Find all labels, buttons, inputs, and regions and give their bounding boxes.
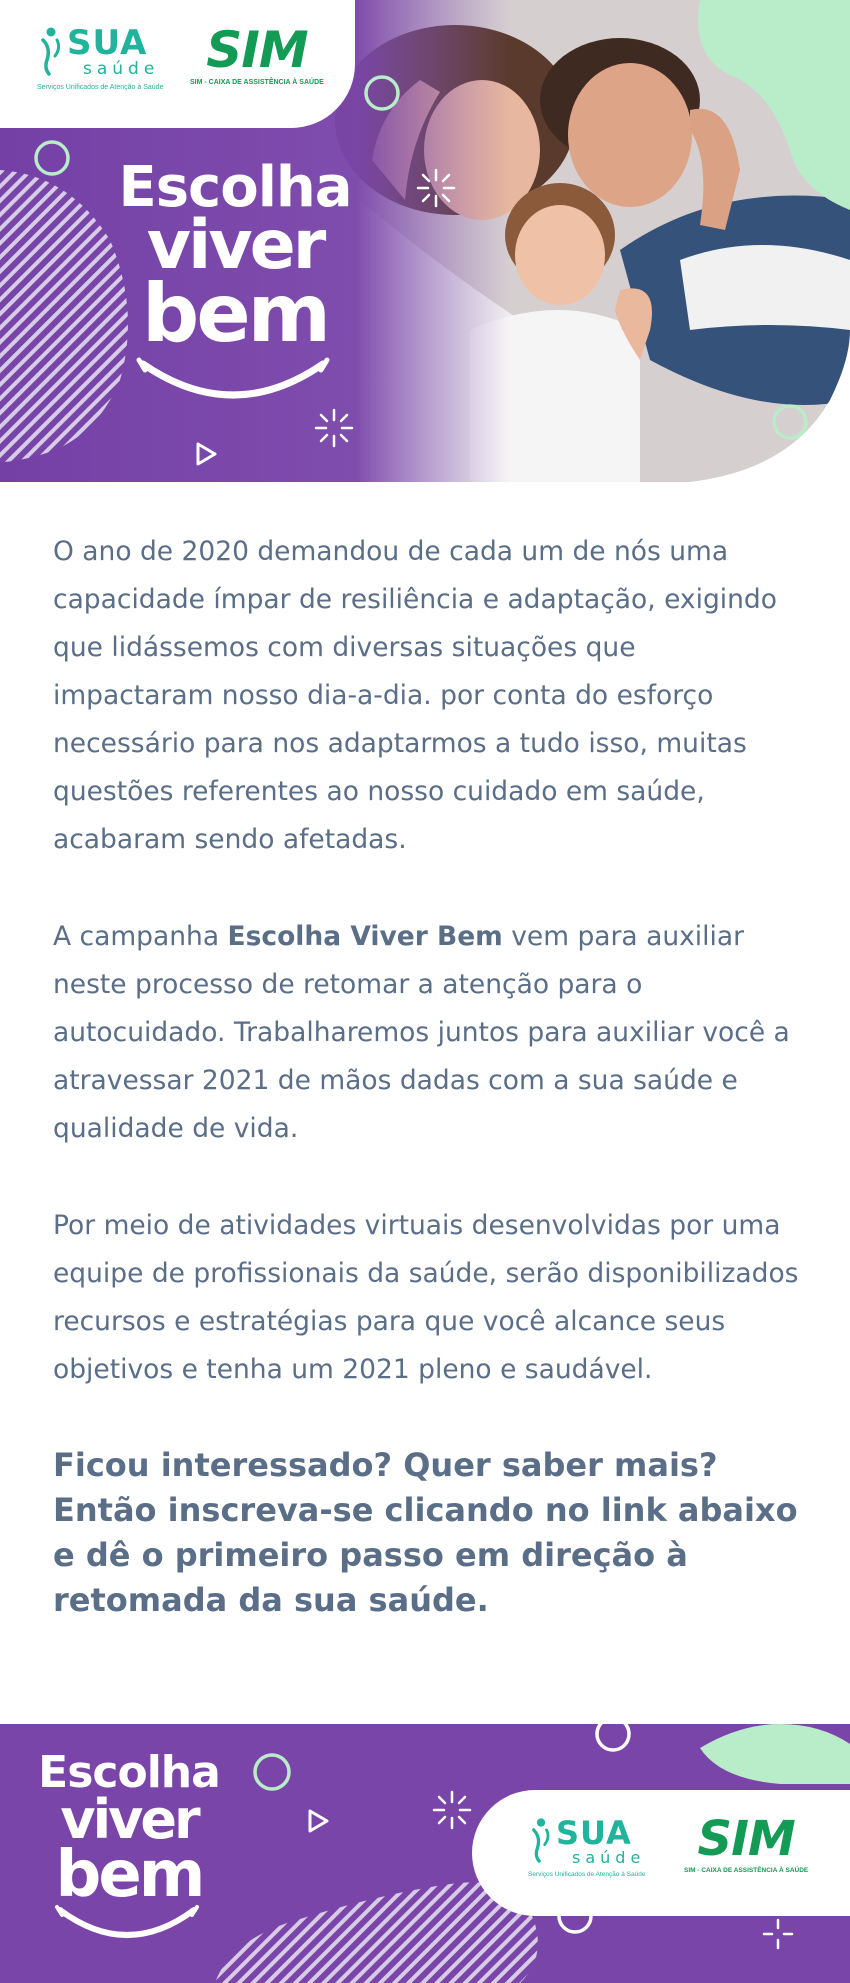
sim-logo	[190, 21, 324, 86]
sim-logo-tagline: SIM - CAIXA DE ASSISTÊNCIA À SAÚDE	[190, 79, 324, 86]
footer-sua-saude-logo	[528, 1814, 646, 1878]
footer-sim-logo-name: SIM	[697, 1811, 795, 1867]
paragraph-3: Por meio de atividades virtuais desenvolvidas por uma equipe de profissionais da saúde, serão disponibilizados recursos e estratégias para que você alcance seus objetivos e tenha um 2021 pleno e saudável.	[53, 1210, 799, 1385]
footer-campaign-line-2: viver	[60, 1788, 198, 1851]
sua-logo-name: SUA	[67, 23, 148, 63]
footer-sim-logo	[684, 1811, 809, 1874]
footer-campaign-line-1: Escolha	[38, 1747, 220, 1798]
paragraph-2-prefix: A campanha	[53, 921, 228, 952]
footer-campaign-title	[34, 1747, 224, 1912]
paragraph-2-suffix: vem para auxiliar neste processo de retomar a atenção para o autocuidado. Trabalharemos juntos para auxiliar você a atravessar 2021 de mãos dadas com a sua saúde e qualidade de vida.	[53, 921, 790, 1144]
smile-icon	[133, 356, 333, 412]
sim-logo-name: SIM	[206, 21, 308, 79]
sua-logo-tagline: Serviços Unificados de Atenção à Saúde	[37, 84, 164, 91]
footer-person-heart-icon	[528, 1817, 554, 1863]
body-text	[53, 528, 803, 1672]
paragraph-2	[53, 913, 803, 1153]
sua-saude-logo	[37, 23, 164, 91]
campaign-name-bold: Escolha Viver Bem	[227, 921, 503, 952]
footer-banner	[0, 1724, 850, 1983]
footer-sua-logo-sub: saúde	[572, 1848, 646, 1867]
footer-campaign-line-3: bem	[55, 1838, 203, 1912]
footer-smile-icon	[52, 1904, 202, 1948]
footer-sua-logo-tagline: Serviços Unificados de Atenção à Saúde	[528, 1871, 646, 1878]
paragraph-1: O ano de 2020 demandou de cada um de nós uma capacidade ímpar de resiliência e adaptação, exigindo que lidássemos com diversas situações que impactaram nosso dia-a-dia. por conta do esforço necessário para nos adaptarmos a tudo isso, muitas questões referentes ao nosso cuidado em saúde, acabaram sendo afetadas.	[53, 536, 777, 855]
campaign-title	[115, 155, 355, 360]
campaign-line-3: bem	[142, 267, 328, 360]
hero-banner	[0, 0, 850, 482]
footer-sim-logo-tagline: SIM - CAIXA DE ASSISTÊNCIA À SAÚDE	[684, 1867, 809, 1874]
campaign-line-2: viver	[146, 206, 324, 285]
campaign-line-1: Escolha	[118, 155, 352, 220]
person-heart-icon	[37, 26, 65, 76]
footer-sua-logo-name: SUA	[556, 1814, 632, 1852]
call-to-action: Ficou interessado? Quer saber mais? Então inscreva-se clicando no link abaixo e dê o primeiro passo em direção à retomada da sua saúde.	[53, 1446, 798, 1619]
sua-logo-sub: saúde	[83, 59, 160, 79]
